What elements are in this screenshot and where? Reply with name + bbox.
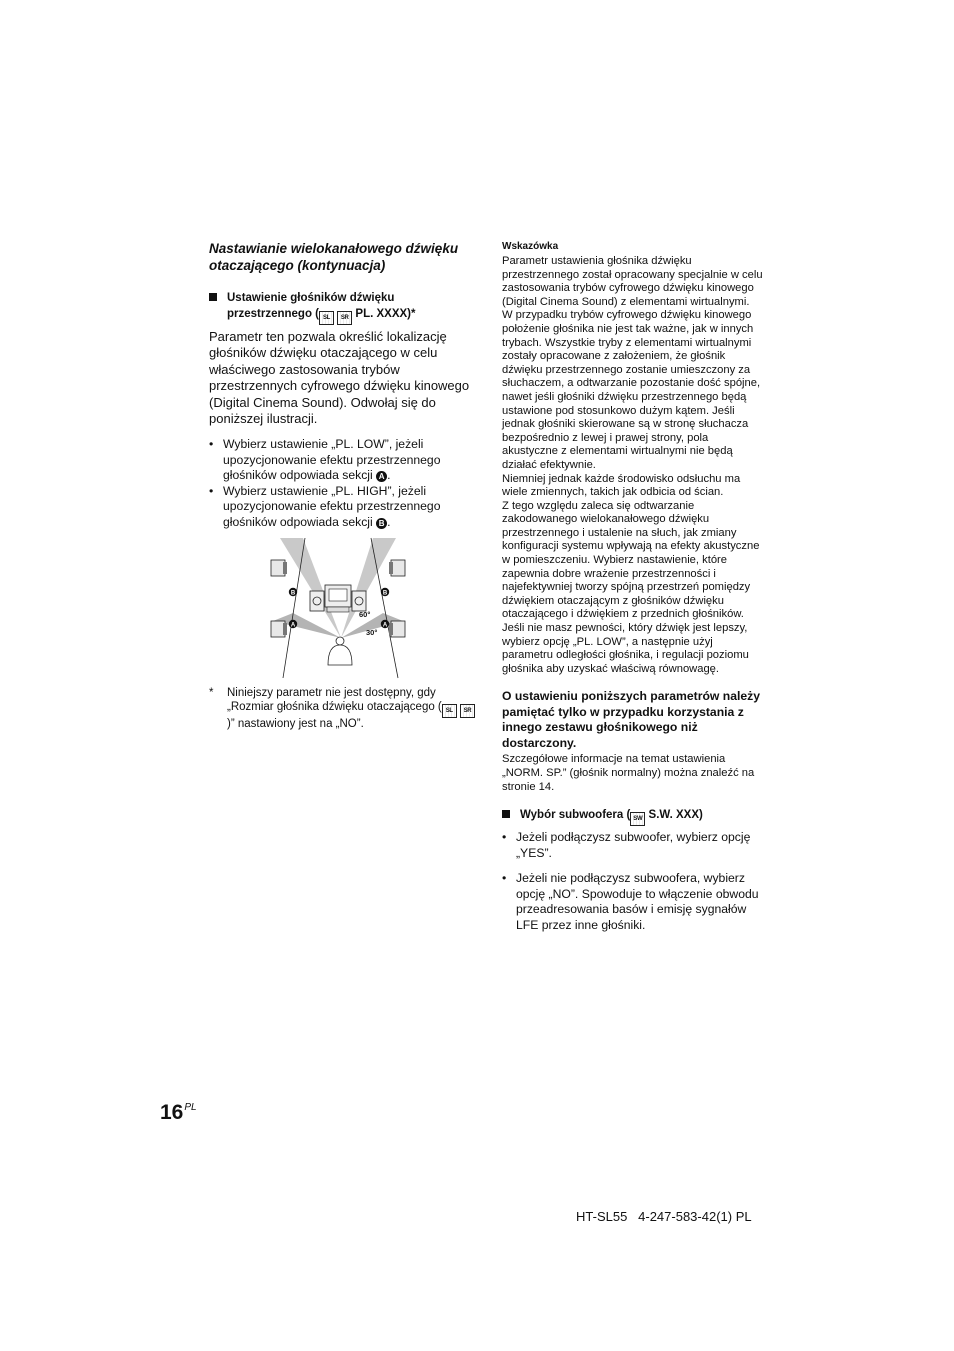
left-surround-low-speaker xyxy=(271,621,287,637)
label-b-right: B xyxy=(382,590,388,597)
speaker-placement-diagram xyxy=(263,533,413,683)
footnote-text-end: )” nastawiony jest na „NO”. xyxy=(227,717,364,730)
bullet-item-pl-high: • Wybierz ustawienie „PL. HIGH”, jeżeli upozycjonowanie efektu przestrzennego głośników odpowiada sekcji B . xyxy=(209,483,441,529)
subheading-text-start: Ustawienie głośników dźwięku przestrzennego ( xyxy=(227,292,395,320)
front-right-speaker xyxy=(352,591,366,611)
square-bullet-icon xyxy=(209,293,217,301)
right-column xyxy=(502,240,764,943)
label-a-left-marker xyxy=(289,620,297,629)
section-b-marker: B xyxy=(376,518,387,529)
notice-body: Szczegółowe informacje na temat ustawienia „NORM. SP.” (głośnik normalny) można znaleźć na stronie 14. xyxy=(502,753,755,793)
left-surround-high-speaker xyxy=(271,560,287,576)
bullet-item-pl-low: • Wybierz ustawienie „PL. LOW”, jeżeli upozycjonowanie efektu przestrzennego głośników odpowiada sekcji A . xyxy=(209,437,441,483)
footnote-text-start: Niniejszy parametr nie jest dostępny, gdy „Rozmiar głośnika dźwięku otaczającego ( xyxy=(227,687,442,713)
bullet-item-no xyxy=(502,871,764,933)
label-b-right-marker xyxy=(381,588,389,597)
right-surround-low-speaker xyxy=(389,621,405,637)
label-a-right: A xyxy=(382,622,388,629)
subwoofer-heading-start: Wybór subwoofera ( xyxy=(520,809,631,822)
subwoofer-bullet-list xyxy=(502,830,764,933)
angle-30-label: 30° xyxy=(366,628,378,637)
bullet-text: Wybierz ustawienie „PL. HIGH”, jeżeli upozycjonowanie efektu przestrzennego głośników odpowiada sekcji xyxy=(223,483,441,529)
hint-body xyxy=(502,255,764,676)
bullet-list xyxy=(209,437,475,530)
bullet-dot: • xyxy=(209,437,214,452)
hint-paragraph: W przypadku trybów cyfrowego dźwięku kinowego położenie głośnika nie jest tak ważne, jak w innych trybach. Wszystkie tryby z elementami wirtualnymi zostały opracowane z założeniem, że głośnik dźwięku przestrzennego zostanie umieszczony za słuchaczem, a odtwarzanie pozostanie dość spójne, nawet jeśli głośniki dźwięku przestrzennego będą ustawione pod stosunkowo dużym kątem. Jeśli jednak głośniki skierowane są w stronę słuchacza bezpośrednio z lewej i prawej strony, pola akustyczne z elementami wirtualnymi nie będą działać efektywnie. xyxy=(502,309,761,471)
footer-model-code: HT-SL55 4-247-583-42(1) PL xyxy=(576,1209,752,1224)
label-b-left: B xyxy=(290,590,296,597)
front-left-speaker xyxy=(310,591,324,611)
subwoofer-subheading xyxy=(502,807,764,826)
bullet-dot: • xyxy=(502,871,507,886)
bullet-dot: • xyxy=(209,483,214,498)
hint-paragraph: Parametr ustawienia głośnika dźwięku przestrzennego został opracowany specjalnie w celu zastosowania trybów cyfrowego dźwięku kinowego (Digital Cinema Sound) z elementami wirtualnymi. xyxy=(502,255,763,308)
section-a-marker: A xyxy=(376,471,387,482)
hint-paragraph: Niemniej jednak każde środowisko odsłuchu ma wiele zmiennych, takich jak odbicia od ścian. xyxy=(502,472,741,499)
left-column xyxy=(209,240,475,530)
hint-label: Wskazówka xyxy=(502,241,559,252)
page-number-suffix: PL xyxy=(184,1102,197,1113)
line-right xyxy=(371,538,398,678)
bullet-text: Jeżeli nie podłączysz subwoofera, wybierz opcję „NO”. Spowoduje to włączenie obwodu przeadresowania basów i emisję sygnałów LFE przez inne głośniki. xyxy=(516,871,759,932)
bullet-item-yes xyxy=(502,830,764,861)
notice-title: O ustawieniu poniższych parametrów należy pamiętać tylko w przypadku korzystania z innego zestawu głośnikowego niż dostarczony. xyxy=(502,689,761,750)
sl-speaker-icon: SL xyxy=(442,704,457,718)
sr-speaker-icon: SR xyxy=(337,311,352,325)
angle-60-label: 60° xyxy=(359,610,371,619)
bullet-text: Jeżeli podłączysz subwoofer, wybierz opcję „YES”. xyxy=(516,830,751,860)
listener-figure xyxy=(328,637,352,665)
label-a-left: A xyxy=(290,622,296,629)
sl-speaker-icon: SL xyxy=(319,311,334,325)
sw-speaker-icon: SW xyxy=(630,812,645,826)
section-title: Nastawianie wielokanałowego dźwięku otaczającego (kontynuacja) xyxy=(209,241,459,273)
intro-paragraph: Parametr ten pozwala określić lokalizację głośników dźwięku otaczającego w celu właściwego zastosowania trybów przestrzennych cyfrowego dźwięku kinowego (Digital Cinema Sound). Odwołaj się do poniższej ilustracji. xyxy=(209,329,470,427)
footnote xyxy=(209,687,475,731)
subwoofer-heading-end: S.W. XXX) xyxy=(645,809,703,822)
surround-speaker-subheading xyxy=(209,290,475,325)
bullet-dot: • xyxy=(502,830,507,845)
hint-paragraph: Z tego względu zaleca się odtwarzanie zakodowanego wielokanałowego dźwięku przestrzennego i ustalenie na słuch, jak zmiany konfiguracji systemu wpływają na efekty akustyczne w pomieszczeniu. Wybierz nastawienie, które zapewnia dobre wrażenie przestrzenności i najefektywniej tworzy spójną przestrzeń pomiędzy dźwiękiem otaczającym z głośników dźwięku otaczającego i dźwiękiem z przednich głośników. Jeśli nie masz pewności, który dźwięk jest lepszy, wybierz opcję „PL. LOW”, a następnie użyj parametru odległości głośnika, i regulacji poziomu głośnika aby uzyskać właściwą równowagę. xyxy=(502,499,760,675)
page-number-value: 16 xyxy=(160,1101,184,1124)
subheading-text-end: PL. XXXX)* xyxy=(352,308,416,320)
page-number xyxy=(160,1096,197,1125)
square-bullet-icon xyxy=(502,810,510,818)
right-surround-high-speaker xyxy=(389,560,405,576)
center-tv xyxy=(325,585,351,612)
bullet-text: Wybierz ustawienie „PL. LOW”, jeżeli upozycjonowanie efektu przestrzennego głośników odpowiada sekcji xyxy=(223,437,441,483)
footnote-star: * xyxy=(209,687,214,699)
sr-speaker-icon: SR xyxy=(460,704,475,718)
